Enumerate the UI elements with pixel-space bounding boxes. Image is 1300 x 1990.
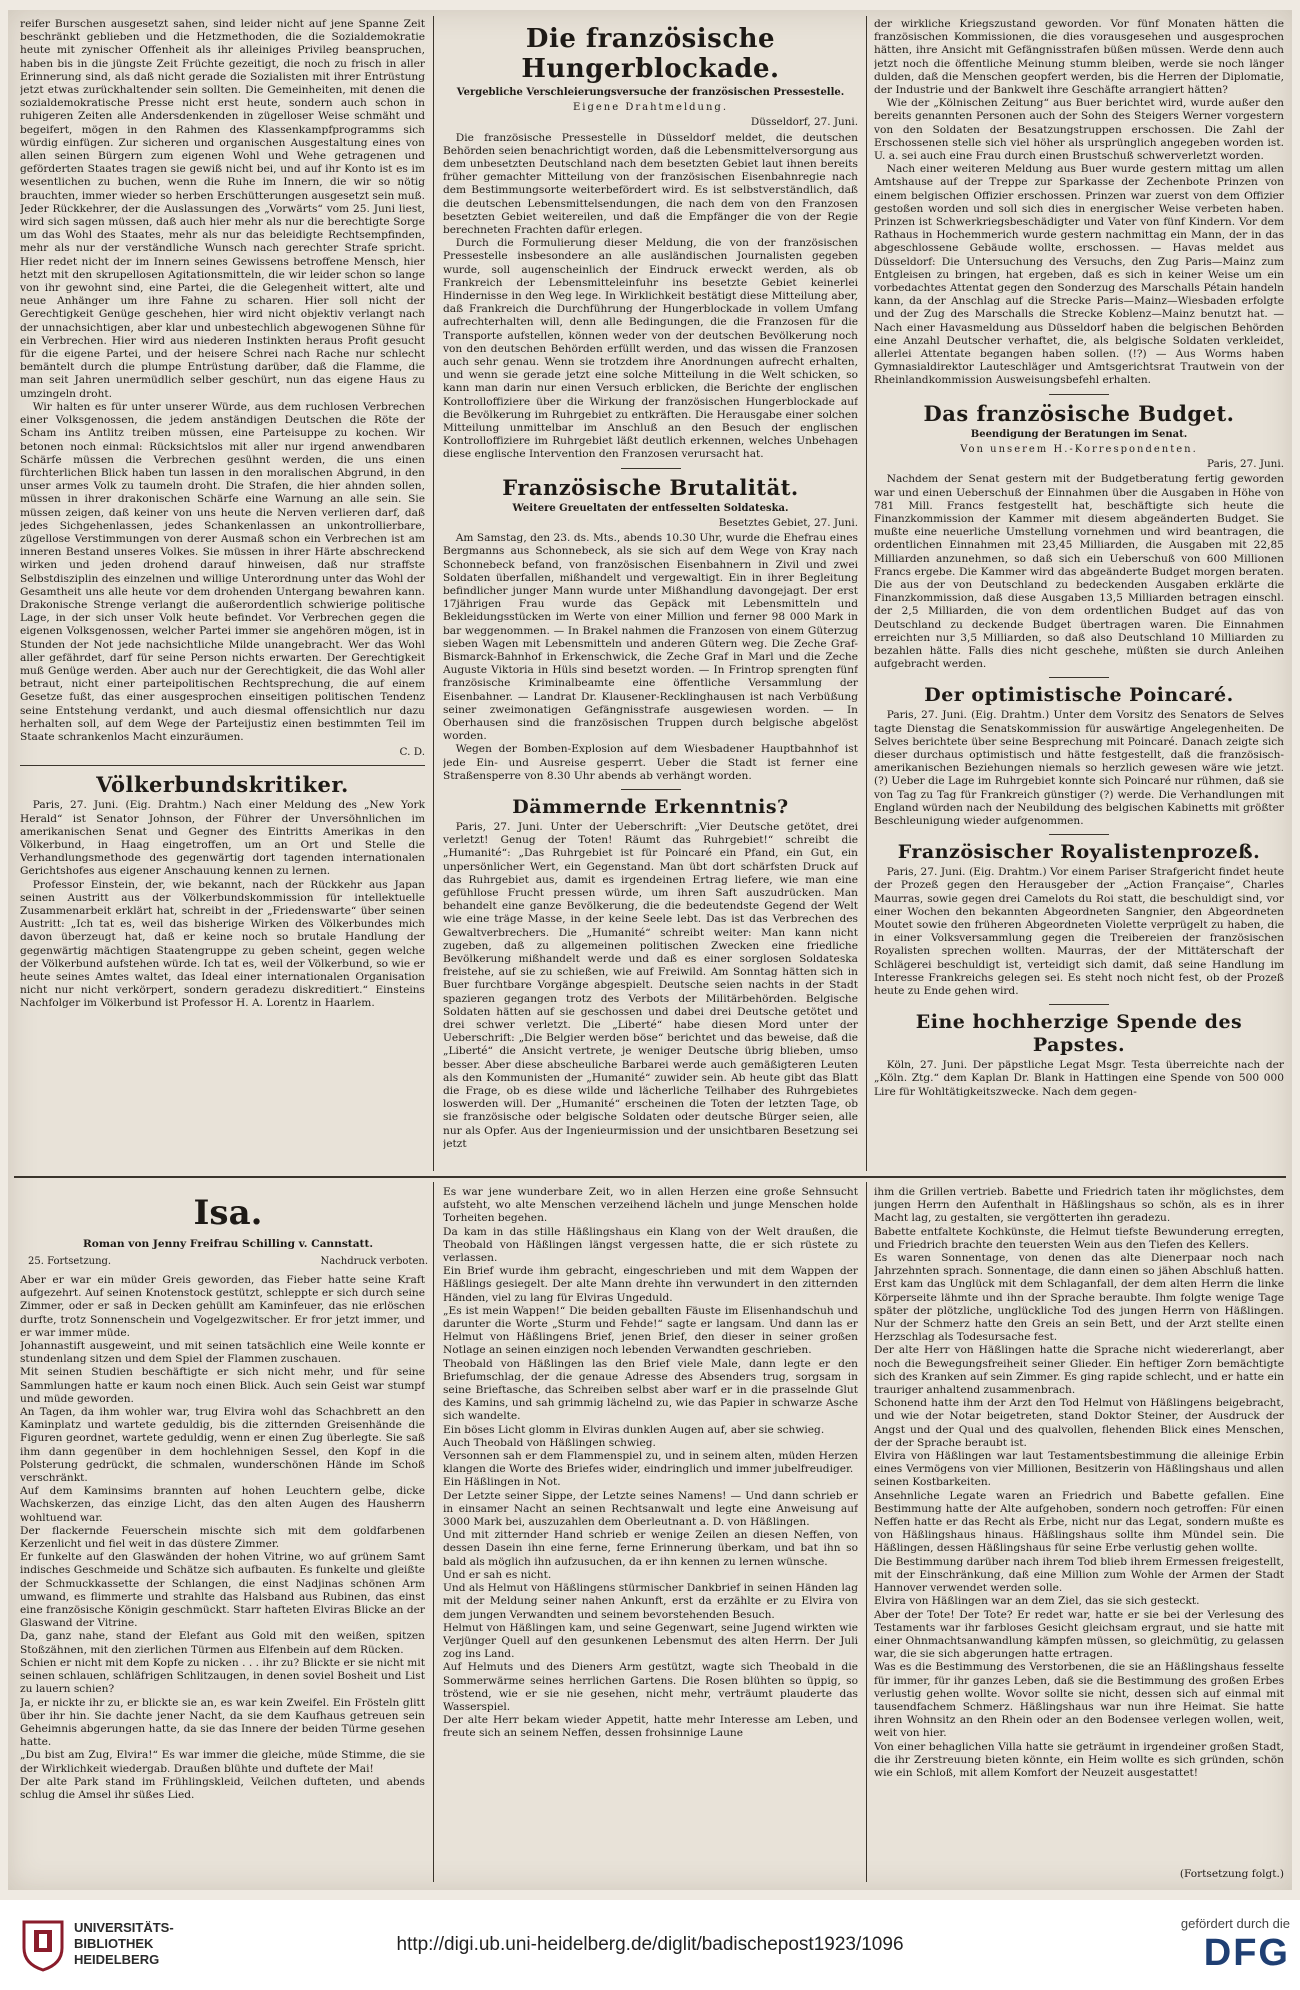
headline-budget: Das französische Budget.	[923, 400, 1235, 426]
novel-rights: Nachdruck verboten.	[320, 1256, 428, 1267]
article-rule	[1049, 677, 1109, 678]
headline-papst: Eine hochherzige Spende des Papstes.	[915, 1011, 1243, 1057]
article-rule	[1049, 834, 1109, 835]
article-text: Durch die Formulierung dieser Meldung, die von der französischen Pressestelle insbesondere an alle ausländischen Journalisten gegeben wurde, soll augenscheinlich der Eindruck erweckt werden, als ob Frankreich der Lebensmitteleinfuhr ins besetzte Gebiet keinerlei Hindernisse in den Weg lege. In Wirklichkeit bestätigt diese Mitteilung aber, daß Frankreich die Durchführung der Hungerblockade in vollem Umfang aufrechterhalten will, denn alle Bedingungen, die die Franzosen für die Transporte aufstellen, können weder von der deutschen Bevölkerung noch von den deutschen Behörden erfüllt werden, und das wissen die Franzosen auch sehr genau. Wenn sie trotzdem ihre Anordnungen aufrecht erhalten, und wenn sie gerade jetzt eine solche Mitteilung in die Welt schicken, so kann man darin nur einen Versuch erblicken, die Berichte der englischen Kontrolloffiziere über die Wirkung der französischen Hungerblockade auf die Bevölkerung im Ruhrgebiet zu entkräften. Die Herausgabe einer solchen Mitteilung unmittelbar im Anschluß an den Besuch der englischen Kontrolloffiziere im Ruhrgebiet läßt deutlich erkennen, welches Unbehagen diese englische Intervention den Franzosen verursacht hat.	[443, 237, 858, 461]
library-line: BIBLIOTHEK	[74, 1936, 154, 1951]
column-rule	[433, 1182, 434, 1882]
article-author: C. D.	[399, 746, 425, 759]
article-text: Nachdem der Senat gestern mit der Budgetberatung fertig geworden war und einen Ueberschuß der Einnahmen über die Ausgaben in Höhe von 781 Mill. Francs festgestellt hat, beschäftigte sich heute die Finanzkommission der Kammer mit diesem abgeänderten Budget. Sie mußte eine neuerliche Umstellung vornehmen und wird beantragen, die ordentlichen Einnahmen mit 23,45 Milliarden, die Ausgaben mit 22,85 Milliarden anzunehmen, so daß sich ein Ueberschuß von 600 Millionen Francs ergebe. Die Kammer wird das abgeänderte Budget morgen beraten. Die aus der von Deutschland zu bedeckenden Ausgaben erklärte die Finanzkommission, daß diese Ausgaben 13,5 Milliarden betragen einschl. der 2,5 Milliarden, die von dem ordentlichen Budget auf das von Deutschland zu deckende Budget übertragen waren. Die Einnahmen erreichten nur 3,5 Milliarden, so daß also Deutschland 10 Milliarden zu bezahlen hätte. Falls dies nicht geschehe, müßten sie durch Anleihen aufgebracht werden.	[874, 473, 1284, 671]
article-text: Paris, 27. Juni. (Eig. Drahtm.) Nach einer Meldung des „New York Herald“ ist Senator Johnson, der Führer der Unversöhnlichen im amerikanischen Senat und Gegner des Eintritts Amerikas in den Völkerbund, in Haag eingetroffen, um an Ort und Stelle die Verhandlungsmethode des gegenwärtig dort tagenden internationalen Gerichtshofes aus eigener Anschauung kennen zu lernen.	[20, 799, 425, 878]
novel-title: Isa.	[193, 1193, 263, 1233]
university-seal-icon	[20, 1918, 66, 1972]
headline-erkenntnis: Dämmernde Erkenntnis?	[512, 795, 789, 818]
article-source: Von unserem H.-Korrespondenten.	[960, 443, 1198, 455]
section-rule	[14, 1176, 1286, 1178]
headline-poincare: Der optimistische Poincaré.	[924, 684, 1234, 707]
column-rule	[866, 1182, 867, 1882]
article-subtitle: Vergebliche Verschleierungsversuche der französischen Pressestelle.	[456, 87, 845, 98]
novel-subtitle: Roman von Jenny Freifrau Schilling v. Cannstatt.	[82, 1238, 374, 1250]
column-1	[20, 18, 425, 1170]
novel-meta	[28, 1256, 428, 1267]
article-subtitle: Weitere Greueltaten der entfesselten Soldateska.	[512, 502, 789, 514]
novel-column-1: Aber er war ein müder Greis geworden, das Fieber hatte seine Kraft aufgezehrt. Auf seinen Knotenstock gestützt, schleppte er sich durch seine Zimmer, oder er saß in Decken gehüllt am Kaminfeuer, das nie erlöschen durfte, trotz Sonnenschein und Vogelgezwitscher. Er fror jetzt immer, und er war immer müde. Johannastift ausgeweint, und mit seinen tatsächlich eine Weile konnte er stundenlang sitzen und dem Spiel der Flammen zuschauen. Mit seinen Studien beschäftigte er sich nicht mehr, und für seine Sammlungen hatte er kaum noch einen Blick. Auch sein Geist war stumpf und müde geworden. An Tagen, da ihm wohler war, trug Elvira wohl das Schachbrett an den Kaminplatz und wartete geduldig, bis die zitternden Greisenhände die Figuren geordnet, wartete geduldig, wenn er einen Zug überlegte. Sie saß ihm dann gegenüber in dem hochlehnigen Sessel, den Kopf in die Polsterung gedrückt, die schmalen, wunderschönen Hände im Schoß verschränkt. Auf dem Kaminsims brannten auf hohen Leuchtern gelbe, dicke Wachskerzen, das einzige Licht, das den alten Augen des Hausherrn wohltuend war. Der flackernde Feuerschein mischte sich mit dem goldfarbenen Kerzenlicht und fiel weit in das düstere Zimmer. Er funkelte auf den Glaswänden der hohen Vitrine, wo auf grünem Samt indisches Geschmeide und Schätze sich aufbauten. Es funkelte und gleißte der Schmuckkassette der Schlangen, die einst Nadjinas schönen Arm umwand, es flimmerte und strahlte das Halsband aus Rubinen, das einst eine französische Königin geschmückt. Starr hafteten Elviras Blicke an der Glaswand der Vitrine. Da, ganz nahe, stand der Elefant aus Gold mit den weißen, spitzen Stoßzähnen, mit den zierlichen Türmen aus Elfenbein auf dem Rücken. Schien er nicht mit dem Kopfe zu nicken . . . ihr zu? Blickte er sie nicht mit seinen schlauen, schläfrigen Schlitzaugen, in denen soviel Bosheit und List zu lauern schien? Ja, er nickte ihr zu, er blickte sie an, es war kein Zweifel. Ein Frösteln glitt über ihr hin. Sie dachte jener Nacht, da sie dem Kaufhaus getreuen sein Geheimnis abgerungen hatte, da sie das Innere der beiden Türme gesehen hatte. „Du bist am Zug, Elvira!“ Es war immer die gleiche, müde Stimme, die sie der Wirklichkeit wiedergab. Draußen blühte und duftete der Mai! Der alte Park stand im Frühlingskleid, Veilchen dufteten, und abends schlug die Amsel ihr süßes Lied.	[20, 1274, 425, 1801]
article-rule	[20, 765, 425, 766]
column-rule	[433, 16, 434, 1171]
headline-brutalitaet: Französische Brutalität.	[502, 474, 799, 500]
article-text: reifer Burschen ausgesetzt sahen, sind leider nicht auf jene Spanne Zeit beschränkt geblieben und die Hetzmethoden, die die Sozialdemokratie heute mit zynischer Offenheit als ihr alleiniges Privileg beanspruchen, haben bis in die jüngste Zeit Früchte gezeitigt, die noch zu frisch in aller Erinnerung sind, als daß nicht gerade die Sozialisten mit ihrer Entrüstung jetzt etwas zurückhaltender sein sollten. Die Gemeinheiten, mit denen die sozialdemokratische Presse nicht erst heute, sondern auch schon in ruhigeren Zeiten alle Andersdenkenden in zügelloser Weise schmäht und begeifert, mögen in den Rahmen des Klassenkampfprogramms sich würdig einfügen. Zur sicheren und organischen Ausgestaltung eines von allen seinen Bürgern zum eigenen Wohl und Wehe getragenen und geförderten Staates tragen sie gewiß nicht bei, und auf ihr Konto ist es im wesentlichen zu buchen, wenn die Ruhe im Innern, die wir so nötig brauchten, immer wieder so herben Erschütterungen ausgesetzt sein muß. Jeder Rückkehrer, der die Auslassungen des „Vorwärts“ vom 25. Juni liest, wird sich sagen müssen, daß auch hier mehr als nur die berechtigte Sorge um das Wohl des Staates, mehr als nur das beleidigte Rechtsempfinden, mehr als nur der verständliche Wunsch nach gerechter Strafe spricht. Hier redet nicht der im Innern seines Gewissens betroffene Mensch, hier hetzt mit den skrupellosen Agitationsmitteln, die wir leider schon so lange von ihr gewohnt sind, eine Partei, die die Gelegenheit wittert, alte und neue Anhänger um ihre Fahne zu scharen. Hier soll nicht der Gerechtigkeit Genüge geschehen, hier wird nicht objektiv verlangt nach der unnachsichtigen, aber klar und unbestechlich abgewogenen Sühne für ein Verbrechen. Hier wird aus niederen Instinkten heraus Profit gesucht für die eigene Partei, und der heisere Schrei nach Rache nur schlecht bemäntelt durch die plumpe Entrüstung darüber, daß die Flamme, die man seit Jahren unermüdlich selber geschürt, nun das eigene Haus zu umzingeln droht.	[20, 18, 425, 400]
article-dateline: Paris, 27. Juni.	[1207, 458, 1284, 471]
headline-royalisten: Französischer Royalistenprozeß.	[897, 841, 1261, 864]
column-rule	[866, 16, 867, 1171]
newspaper-page	[8, 10, 1292, 1890]
article-text: Nach einer weiteren Meldung aus Buer wurde gestern mittag um allen Amtshause auf der Treppe zur Sparkasse der Zechenbote Prinzen von einem belgischen Offizier erschossen. Prinzen war zuerst von dem Offizier gestoßen worden und soll sich dies in energischer Weise verbeten haben. Prinzen ist Schwerkriegsbeschädigter und Vater von fünf Kindern. Vor dem Rathaus in Hochemmerich wurde gestern nachmittag ein Mann, der in das abgeschlossene Gebäude wollte, erschossen. — Havas meldet aus Düsseldorf: Die Untersuchung des Versuchs, den Zug Paris—Mainz zum Entgleisen zu bringen, hat ergeben, daß es sich in keiner Weise um ein vorbedachtes Attentat gegen den Sonderzug des Marschalls Pétain handeln kann, da der Anschlag auf die Strecke Paris—Mainz—Wiesbaden erfolgte und der Zug des Marschalls die Strecke Koblenz—Mainz benutzt hat. — Nach einer Havasmeldung aus Düsseldorf haben die belgischen Behörden eine Anzahl Deutscher verhaftet, die, als belgische Soldaten verkleidet, allerlei Attentate begangen haben sollen. (!?) — Aus Worms haben Gymnasialdirektor Lauteschläger und Amtsgerichtsrat Trautwein von der Rheinlandkommission Ausweisungsbefehl erhalten.	[874, 163, 1284, 387]
permalink-url[interactable]: http://digi.ub.uni-heidelberg.de/diglit/badischepost1923/1096	[396, 1934, 904, 1955]
novel-continued: (Fortsetzung folgt.)	[1179, 1868, 1284, 1880]
article-rule	[621, 468, 681, 469]
funding-caption: gefördert durch die	[1180, 1916, 1290, 1931]
article-rule	[1049, 1004, 1109, 1005]
article-text: Wie der „Kölnischen Zeitung“ aus Buer berichtet wird, wurde außer den bereits genannten Personen auch der Sohn des Steigers Werner vorgestern von den Soldaten der Besatzungstruppen erschossen. Die Zahl der Erschossenen stelle sich viel höher als ursprünglich angegeben worden ist. U. a. sei auch eine Frau durch einen Brustschuß schwerverletzt worden.	[874, 97, 1284, 163]
article-text: Professor Einstein, der, wie bekannt, nach der Rückkehr aus Japan seinen Austritt aus der Völkerbundskommission für intellektuelle Zusammenarbeit erklärt hat, schreibt in der „Friedenswarte“ über seinen Austritt: „Ich tat es, weil das bisherige Wirken des Völkerbundes mich davon überzeugt hat, daß er keine noch so brutale Handlung der gegenwärtig mächtigen Staatengruppe zu geben scheint, gegen welche der Völkerbund aufstehen würde. Ich tat es, weil der Völkerbund, so wie er heute seines Amtes waltet, das Ideal einer internationalen Organisation nicht nur nicht verkörpert, sondern geradezu diskreditiert.“ Einsteins Nachfolger im Völkerbund ist Professor H. A. Lorentz in Haarlem.	[20, 878, 425, 1010]
article-dateline: Düsseldorf, 27. Juni.	[750, 116, 858, 129]
article-rule	[1049, 394, 1109, 395]
article-rule	[621, 789, 681, 790]
article-dateline: Besetztes Gebiet, 27. Juni.	[718, 516, 858, 529]
article-source: Eigene Drahtmeldung.	[572, 102, 729, 114]
article-text: Wegen der Bomben-Explosion auf dem Wiesbadener Hauptbahnhof ist jede Ein- und Ausreise gesperrt. Ueber die Stadt ist ferner eine Straßensperre von 8.30 Uhr abends ab verhängt worden.	[443, 743, 858, 782]
novel-column-3: ihm die Grillen vertrieb. Babette und Friedrich taten ihr möglichstes, dem jungen Herrn den Aufenthalt in Häßlingshaus so schön, als es in ihrer Macht lag, zu gestalten, sie vergötterten ihn geradezu. Babette entfaltete Kochkünste, die Helmut tiefste Bewunderung erregten, und Friedrich brachte den teuersten Wein aus den Tiefen des Kellers. Es waren Sonnentage, von denen das alte Dienerpaar noch nach Jahrzehnten sprach. Sonnentage, die dann einen so jähen Abschluß hatten. Erst kam das Unglück mit dem Schlaganfall, der dem alten Herrn die linke Körperseite lähmte und ihn der Sprache beraubte. Ihm folgte wenige Tage später der plötzliche, unglückliche Tod des jungen Herrn von Häßlingen. Nur der Schmerz hatte den Greis an sein Bett, und der Arzt stellte einen Herzschlag als Todesursache fest. Der alte Herr von Häßlingen hatte die Sprache nicht wiedererlangt, aber noch die Bewegungsfreiheit seiner Glieder. Ein heftiger Zorn bemächtigte sich des Kranken auf sein Zimmer. Es ging rapide schlecht, und er hatte ein trauriger anhaltend zusammenbrach. Schonend hatte ihm der Arzt den Tod Helmut von Häßlingens beigebracht, und wie der Notar beigetreten, stand Doktor Steiner, der Ausdruck der Angst und der Qual und des qualvollen, flehenden Blick eines Menschen, der der Sprache beraubt ist. Elvira von Häßlingen war laut Testamentsbestimmung die alleinige Erbin eines Vermögens von vier Millionen, Besitzerin von Häßlingshaus und allen seinen Kostbarkeiten. Ansehnliche Legate waren an Friedrich und Babette gefallen. Eine Bestimmung hatte der Alte aufgehoben, sondern noch getroffen: Für einen Neffen hatte er das Recht als Erbe, nicht nur das Legat, sondern mußte es von Häßlingshaus hinaus. Häßlingshaus sollte ihm Mündel sein. Die Häßlingen, dessen Häßlingshaus für seine Erbe verlustig gehen wollte. Die Bestimmung darüber nach ihrem Tod blieb ihrem Ermessen freigestellt, mit der Einschränkung, daß eine Million zum Wohle der Armen der Stadt Hannover verwendet werden solle. Elvira von Häßlingen war an dem Ziel, das sie sich gesteckt. Aber der Tote! Der Tote? Er redet war, hatte er sie bei der Verlesung des Testaments war ihr farbloses Gesicht gleichsam ergraut, und sie hatte mit einer Ohnmachtsanwandlung kämpfen müssen, so gleichmütig, zu gelassen war, die sie sich abgerungen hatte ertragen. Was es die Bestimmung des Verstorbenen, die sie an Häßlingshaus fesselte für immer, für ihr ganzes Leben, daß sie die Bestimmung des großen Erbes verlustig gehen wollte. Wovor sollte sie nicht, dessen sich auf einmal mit tausendfachem Schmerz. Häßlingshaus war nun ihre Heimat. Sie hatte ihren Wohnsitz an den Rhein oder an den Bodensee verlegen wollen, weit, weit von hier. Von einer behaglichen Villa hatte sie geträumt in irgendeiner großen Stadt, die ihr Zerstreuung bieten könnte, ein Heim wollte es sich gründen, schön wie ein Schloß, mit allem Komfort der Neuzeit ausgestattet!	[874, 1186, 1284, 1779]
article-text: Wir halten es für unter unserer Würde, aus dem ruchlosen Verbrechen einer Volksgenossen, die jedem anständigen Deutschen die Röte der Scham ins Antlitz treiben müssen, eine Parteisuppe zu kochen. Wir betonen noch einmal: Rücksichtslos mit aller nur irgend anwendbaren Schärfe müssen die Verbrechen gesühnt werden, die uns einen fürchterlichen Blick haben tun lassen in den moralischen Abgrund, in den unser armes Volk zu taumeln droht. Die Strafen, die hier ahnden sollen, müssen in ihrer drakonischen Schärfe eine Warnung an alle sein. Sie müssen zeigen, daß keiner von uns heute die Nerven verlieren darf, daß jedes Sichgehenlassen, jedes Schankenlassen an unkontrollierbare, zügellose Verstimmungen von derer Ausmaß schon ein Verbrechen ist am inneren Bestand unseres Volkes. Sie müssen in ihrer Härte abschreckend wirken und jeden drohend darauf hinweisen, daß nur straffste Selbstdisziplin des einzelnen und willige Unterordnung unter das Wohl der Gesamtheit uns alle heute vor dem drohenden Untergang bewahren kann. Drakonische Strenge verlangt die außerordentlich schwierige politische Lage, in der sich unser Volk heute befindet. Vor Verbrechen gegen die eigenen Volksgenossen, welcher Partei immer sie angehören mögen, ist in Stunden der Not jede nachsichtliche Milde unangebracht. Wer das Wohl aller gefährdet, darf für seine Person nichts erwarten. Der Gerechtigkeit muß Genüge werden. Aber auch nur der Gerechtigkeit, die das Wohl aller betraut, nicht einer parteipolitischen Rechtsprechung, die auf einem Gesetze fußt, das einer ausgesprochen einseitigen politischen Tendenz seine Entstehung verdankt, und auch diesmal offensichtlich nur dazu herhalten soll, auf dem Wege der Parteijustiz einen bestimmten Teil im Staate schrankenlos Macht einzuräumen.	[20, 400, 425, 743]
article-text: Köln, 27. Juni. Der päpstliche Legat Msgr. Testa überreichte nach der „Köln. Ztg.“ dem Kaplan Dr. Blank in Hattingen eine Spende von 500 000 Lire für Wohltätigkeitszwecke. Nach dem gegen-	[874, 1059, 1284, 1098]
library-logo-text[interactable]	[74, 1920, 174, 1968]
article-text: Die französische Pressestelle in Düsseldorf meldet, die deutschen Behörden seien benachrichtigt worden, daß die Lebensmittelversorgung aus dem unbesetzten Deutschland nach dem besetzten Gebiet laut ihnen bereits früher gemachter Mitteilung von der französischen Eisenbahnregie nach dem Bestimmungsorte weiterbefördert wird. Es ist selbstverständlich, daß die deutschen Lebensmittelsendungen, die nach dem von den Franzosen besetzten Gebiet weitereilen, und daß die Empfänger die von der Regie berechneten Frachten dafür erlegen.	[443, 131, 858, 237]
column-2	[443, 18, 858, 1170]
article-text: Paris, 27. Juni. Unter der Ueberschrift: „Vier Deutsche getötet, drei verletzt! Genug der Toten! Räumt das Ruhrgebiet!“ schreibt die „Humanité“: „Das Ruhrgebiet ist für Poincaré ein Pfand, ein Gut, ein unpersönlicher Wert, ein Gegenstand. Man übt dort schärfsten Druck auf das Ruhrgebiet aus, damit es irgendeinen Ertrag liefere, wie man eine gefühllose Frucht pressen würde, um ihren Saft auszudrücken. Man behandelt eine ganze Bevölkerung, die die bedeutendste Gegend der Welt wie eine träge Masse, in der keine Seele lebt. Das ist das Verbrechen des Gewaltverbrechers. Die „Humanité“ schreibt weiter: Man kann nicht zugeben, daß zu allgemeinen politischen Zwecken eine friedliche Bevölkerung mißhandelt werde und daß es einer sorglosen Soldateska freistehe, auf sie zu schießen, wie auf Freiwild. Am Sonntag hätten sich in Buer furchtbare Vorgänge abgespielt. Deutsche seien nachts in der Stadt spazieren gegangen trotz des Verbots der Militärbehörden. Belgische Soldaten hätten auf sie geschossen und dabei drei Deutsche getötet und drei schwer verletzt. Die „Liberté“ habe diesen Mord unter der Ueberschrift: „Die Belgier werden böse“ berichtet und das beweise, daß die „Liberté“ die Ansicht vertrete, je weniger Deutsche übrig blieben, umso besser. Aber diese abscheuliche Barbarei werde auch gemäßigteren Leuten als den Kommunisten der „Humanité“ zuwider sein. Ab heute gibt das Blatt die Frage, ob es diese wilde und lächerliche Teilhaber des Ruhrgebietes loswerden will. Der „Humanité“ erscheinen die Toten der letzten Tage, ob sie französische oder belgische Soldaten oder deutsche Bürger seien, alle nur als Opfer. Aus der Ingenieurmission und der unsichtbaren Besetzung sei jetzt	[443, 820, 858, 1150]
article-text: Paris, 27. Juni. (Eig. Drahtm.) Unter dem Vorsitz des Senators de Selves tagte Dienstag die Senatskommission für auswärtige Angelegenheiten. De Selves berichtete über seine Besprechung mit Poincaré. Danach zeigte sich dieser durchaus optimistisch und hätte festgestellt, daß die französisch-amerikanischen Beziehungen niemals so herzlich gewesen wäre wie jetzt. (?) Ueber die Lage im Ruhrgebiet konnte sich Poincaré nur rühmen, daß sie von Tag zu Tag für Frankreich günstiger (?) werde. Die Verhandlungen mit England würden nach der Neubildung des belgischen Kabinetts mit größter Beschleunigung wieder aufgenommen.	[874, 709, 1284, 827]
headline-voelkerbund: Völkerbundskritiker.	[96, 772, 349, 798]
novel-column-2: Es war jene wunderbare Zeit, wo in allen Herzen eine große Sehnsucht aufsteht, wo alte Menschen verzeihend lächeln und junge Menschen holde Torheiten begehen. Da kam in das stille Häßlingshaus ein Klang von der Welt draußen, die Theobald von Häßlingen längst vergessen hatte, die er sich rüstete zu verlassen. Ein Brief wurde ihm gebracht, eingeschrieben und mit dem Wappen der Häßlings gesiegelt. Der alte Mann drehte ihn verwundert in den zitternden Händen, viel zu lang für Elviras Ungeduld. „Es ist mein Wappen!“ Die beiden geballten Fäuste im Elisenhandschuh und darunter die Worte „Sturm und Fehde!“ sagte er langsam. Und dann las er Helmut von Häßlingens Brief, jenen Brief, den dieser in seiner großen Notlage an seinen einzigen noch lebenden Verwandten geschrieben. Theobald von Häßlingen las den Brief viele Male, dann legte er den Briefumschlag, der die genaue Adresse des Absenders trug, sorgsam in seine Brieftasche, das Schreiben selbst aber warf er in die prasselnde Glut des Kamins, und sah grimmig lächelnd zu, wie das Papier in schwarze Asche sich wandelte. Ein böses Licht glomm in Elviras dunklen Augen auf, aber sie schwieg. Auch Theobald von Häßlingen schwieg. Versonnen sah er dem Flammenspiel zu, und in seinem alten, müden Herzen klangen die Worte des Briefes wider, eindringlich und immer jubelfreudiger. Ein Häßlingen in Not. Der Letzte seiner Sippe, der Letzte seines Namens! — Und dann schrieb er in einsamer Nacht an seinen Rechtsanwalt und legte eine Anweisung auf 3000 Mark bei, auszuzahlen dem Oberleutnant a. D. von Häßlingen. Und mit zitternder Hand schrieb er wenige Zeilen an diesen Neffen, von dessen Dasein ihn eine ferne, ferne Erinnerung überkam, und bat ihn so bald als möglich ihn aufzusuchen, da er ihn kennen zu lernen wünsche. Und er sah es nicht. Und als Helmut von Häßlingens stürmischer Dankbrief in seinen Händen lag mit der Meldung seiner nahen Ankunft, erst da erzählte er zu Elvira von dem jungen Verwandten und seinem bevorstehenden Besuch. Helmut von Häßlingen kam, und seine Gegenwart, seine Jugend wirkten wie Verjünger Quell auf den gesunkenen Lebensmut des alten Herrn. Der Juli zog ins Land. Auf Helmuts und des Dieners Arm gestützt, wagte sich Theobald in die Sommerwärme seines herrlichen Gartens. Die Rosen blühten so üppig, so tröstend, wie er sie nie gesehen, nicht mehr, verträumt plauderte das Wasserspiel. Der alte Herr bekam wieder Appetit, hatte mehr Interesse am Leben, und freute sich an seinem Neffen, dessen frohsinnige Laune	[443, 1186, 858, 1740]
headline-hungerblockade: Die französische Hungerblockade.	[521, 24, 780, 84]
library-line: UNIVERSITÄTS-	[74, 1920, 174, 1935]
library-line: HEIDELBERG	[74, 1952, 160, 1967]
article-text: Am Samstag, den 23. ds. Mts., abends 10.30 Uhr, wurde die Ehefrau eines Bergmanns aus Schonnebeck, als sie sich auf dem Wege von Kray nach Schonnebeck befand, von französischen Eisenbahnern in Zivil und zwei Soldaten überfallen, mißhandelt und vergewaltigt. Ein in ihrer Begleitung befindlicher junger Mann wurde unter Mißhandlung davongejagt. Der erst 17jährigen Frau wurde das Gepäck mit Lebensmitteln und Bekleidungsstücken im Werte von einer Million und ferner 98 000 Mark in bar weggenommen. — In Brakel nahmen die Franzosen von einem Güterzug sieben Wagen mit Lebensmitteln und anderen Gütern weg. Die Zeche Graf-Bismarck-Bahnhof in Erkenschwick, die Zeche Graf in Marl und die Zeche Auguste Viktoria in Hüls sind besetzt worden. — In Frintrop sprengten fünf französische Kriminalbeamte eine öffentliche Versammlung der Eisenbahner. — Landrat Dr. Klausener-Recklinghausen ist nach Verbüßung seiner zweimonatigen Gefängnisstrafe ausgewiesen worden. — In Oberhausen sind die französischen Truppen durch belgische abgelöst worden.	[443, 532, 858, 743]
dfg-logo-box[interactable]	[1130, 1916, 1290, 1976]
article-text: Paris, 27. Juni. (Eig. Drahtm.) Vor einem Pariser Strafgericht findet heute der Prozeß gegen den Herausgeber der „Action Française“, Charles Maurras, sowie gegen drei Camelots du Roi statt, die beschuldigt sind, vor einer Wochen den bekannten Abgeordneten Sangnier, den Abgeordneten Moutet sowie den früheren Abgeordneten Violette verprügelt zu haben, die in einer Volksversammlung gegen die Treibereien der französischen Royalisten sprechen wollten. Maurras, der der Mittäterschaft der Schlägerei beschuldigt ist, verteidigt sich damit, daß seine Handlung im Interesse Frankreichs gelegen sei. Es steht noch nicht fest, ob der Prozeß heute zu Ende gehen wird.	[874, 866, 1284, 997]
dfg-logo: DFG	[1203, 1932, 1290, 1974]
article-text: der wirkliche Kriegszustand geworden. Vor fünf Monaten hätten die französischen Kommissionen, die dies vorausgesehen und ausgesprochen hätten, ihre Ansicht mit Gefängnisstrafen büßen müssen. Werde denn auch jetzt noch die öffentliche Meinung stumm bleiben, werde sie noch länger dulden, daß die Menschen geopfert werden, bis die Herren der Diplomatie, der Industrie und der Bankwelt ihre Geschäfte arrangiert hätten?	[874, 18, 1284, 97]
column-3	[874, 18, 1284, 1170]
novel-installment: 25. Fortsetzung.	[28, 1256, 112, 1267]
article-subtitle: Beendigung der Beratungen im Senat.	[970, 428, 1188, 440]
viewer-footer	[0, 1900, 1300, 1990]
